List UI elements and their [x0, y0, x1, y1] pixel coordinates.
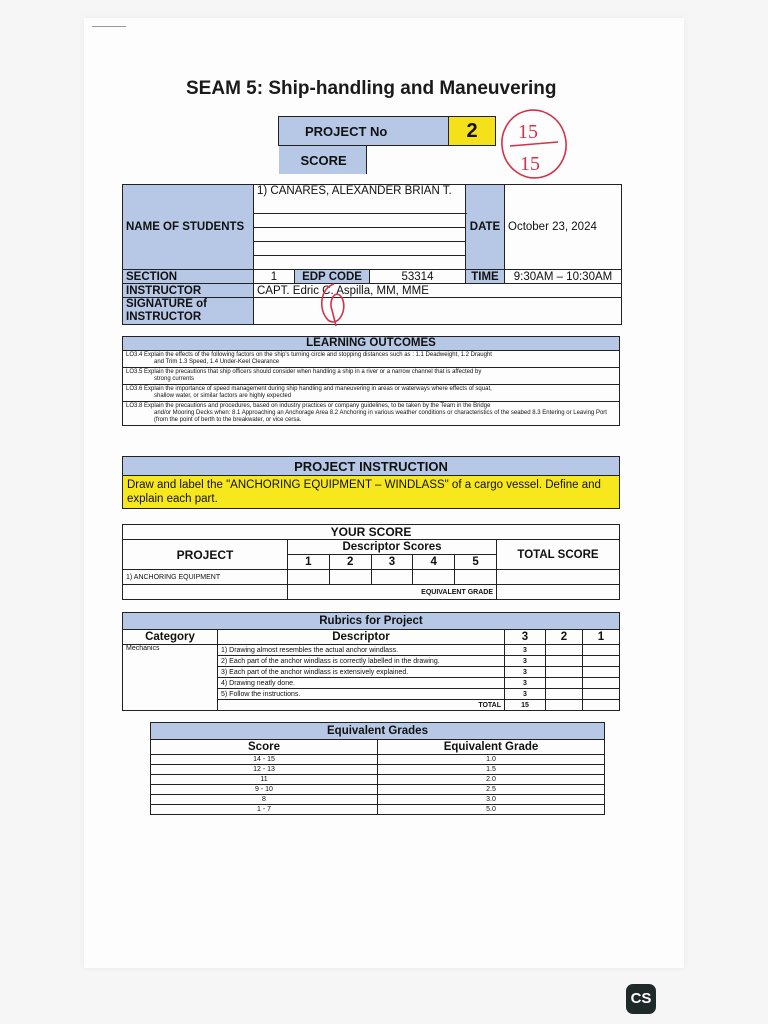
project-instruction-text: Draw and label the "ANCHORING EQUIPMENT – WINDLASS" of a cargo vessel. Define and explain each part.	[123, 476, 620, 509]
handwritten-score-bottom: 15	[520, 153, 540, 175]
rubric-score: 3	[505, 678, 546, 689]
learning-outcome-item: LO3.8 Explain the precautions and procedures, based on industry practices or company guidelines, to be taken by the Team in the Bridge and/or Mooring Decks when: 8.1 Approaching an Anchorage Area 8.2 Anchoring in various weather conditions or characteristics of the seabed 8.3 Entering or Leaving Port (from the point of berth to the breakwater, or vice cersa.	[123, 402, 620, 426]
grade-row-score: 14 - 15	[151, 755, 378, 765]
rubric-score: 3	[505, 645, 546, 656]
rubric-score: 3	[505, 667, 546, 678]
learning-outcome-item: LO3.5 Explain the precautions that ship officers should consider when handling a ship in a river or a narrow channel that is affected by strong currents	[123, 368, 620, 385]
instructor-value: CAPT. Edric C. Aspilla, MM, MME	[254, 284, 622, 298]
your-score-table	[122, 524, 620, 600]
signature-value	[254, 298, 622, 325]
name-of-students-label: NAME OF STUDENTS	[123, 185, 254, 270]
grade-row-score: 9 - 10	[151, 785, 378, 795]
rubric-category: Mechanics	[123, 645, 218, 711]
rubrics-table	[122, 612, 620, 711]
student-name-row	[254, 214, 466, 228]
grade-column-label: Equivalent Grade	[378, 740, 605, 755]
date-value: October 23, 2024	[505, 185, 622, 270]
learning-outcome-item: LO3.4 Explain the effects of the following factors on the ship's turning circle and stopping distances such as : 1.1 Deadweight, 1.2 Draught and Trim 1.3 Speed, 1.4 Under-Keel Clearance	[123, 351, 620, 368]
project-number-box	[278, 116, 496, 174]
camscanner-logo: CS	[626, 984, 656, 1014]
rubric-descriptor: 2) Each part of the anchor windlass is correctly labelled in the drawing.	[218, 656, 505, 667]
rubric-total-label: TOTAL	[218, 700, 505, 711]
student-name-row	[254, 256, 466, 270]
total-score-label: TOTAL SCORE	[497, 540, 620, 570]
grade-row-grade: 1.0	[378, 755, 605, 765]
descriptor-label: Descriptor	[218, 630, 505, 645]
edp-code-label: EDP CODE	[295, 270, 370, 284]
grade-row-score: 8	[151, 795, 378, 805]
project-no-value: 2	[449, 117, 496, 146]
descriptor-col-1: 1	[288, 555, 330, 570]
page-title: SEAM 5: Ship-handling and Maneuvering	[186, 78, 557, 99]
section-value: 1	[254, 270, 295, 284]
rubric-col-1: 1	[583, 630, 620, 645]
section-label: SECTION	[123, 270, 254, 284]
descriptor-scores-label: Descriptor Scores	[288, 540, 497, 555]
scan-mark	[92, 26, 126, 27]
student-name-row	[254, 228, 466, 242]
rubric-score: 3	[505, 689, 546, 700]
descriptor-col-5: 5	[455, 555, 497, 570]
learning-outcome-item: LO3.6 Explain the importance of speed management during ship handling and maneuvering in areas or waterways where effects of squat, shallow water, or similar factors are highly expected	[123, 385, 620, 402]
grade-row-grade: 2.5	[378, 785, 605, 795]
descriptor-col-3: 3	[371, 555, 413, 570]
rubric-descriptor: 1) Drawing almost resembles the actual anchor windlass.	[218, 645, 505, 656]
grade-row-grade: 2.0	[378, 775, 605, 785]
descriptor-col-4: 4	[413, 555, 455, 570]
equivalent-grades-header: Equivalent Grades	[151, 723, 605, 740]
grade-row-grade: 1.5	[378, 765, 605, 775]
rubric-descriptor: 4) Drawing neatly done.	[218, 678, 505, 689]
signature-label: SIGNATURE of INSTRUCTOR	[123, 298, 254, 325]
rubric-score: 3	[505, 656, 546, 667]
grade-row-score: 1 - 7	[151, 805, 378, 815]
equivalent-grade-label: EQUIVALENT GRADE	[288, 585, 497, 600]
project-instruction-table	[122, 456, 620, 509]
learning-outcomes-table	[122, 336, 620, 426]
student-info-table	[122, 184, 622, 325]
equivalent-grades-table	[150, 722, 605, 815]
grade-row-score: 11	[151, 775, 378, 785]
rubrics-header: Rubrics for Project	[123, 613, 620, 630]
date-label: DATE	[466, 185, 505, 270]
learning-outcomes-header: LEARNING OUTCOMES	[123, 337, 620, 351]
score-row-label: 1) ANCHORING EQUIPMENT	[123, 570, 288, 585]
handwritten-signature	[314, 280, 354, 330]
edp-code-value: 53314	[370, 270, 466, 284]
rubric-total-value: 15	[505, 700, 546, 711]
project-column-label: PROJECT	[123, 540, 288, 570]
rubric-col-3: 3	[505, 630, 546, 645]
score-column-label: Score	[151, 740, 378, 755]
student-name-row	[254, 242, 466, 256]
grade-row-grade: 5.0	[378, 805, 605, 815]
grade-row-grade: 3.0	[378, 795, 605, 805]
rubric-descriptor: 5) Follow the instructions.	[218, 689, 505, 700]
time-value: 9:30AM – 10:30AM	[505, 270, 622, 284]
your-score-header: YOUR SCORE	[123, 525, 620, 540]
rubric-descriptor: 3) Each part of the anchor windlass is extensively explained.	[218, 667, 505, 678]
student-name-1: 1) CANARES, ALEXANDER BRIAN T.	[254, 185, 466, 214]
score-value	[367, 146, 449, 174]
score-label: SCORE	[279, 146, 367, 174]
time-label: TIME	[466, 270, 505, 284]
handwritten-score-top: 15	[518, 121, 538, 143]
project-no-label: PROJECT No	[279, 117, 449, 146]
project-instruction-header: PROJECT INSTRUCTION	[123, 457, 620, 476]
instructor-label: INSTRUCTOR	[123, 284, 254, 298]
handwritten-score-mark	[494, 106, 574, 186]
grade-row-score: 12 - 13	[151, 765, 378, 775]
rubric-col-2: 2	[546, 630, 583, 645]
descriptor-col-2: 2	[329, 555, 371, 570]
category-label: Category	[123, 630, 218, 645]
